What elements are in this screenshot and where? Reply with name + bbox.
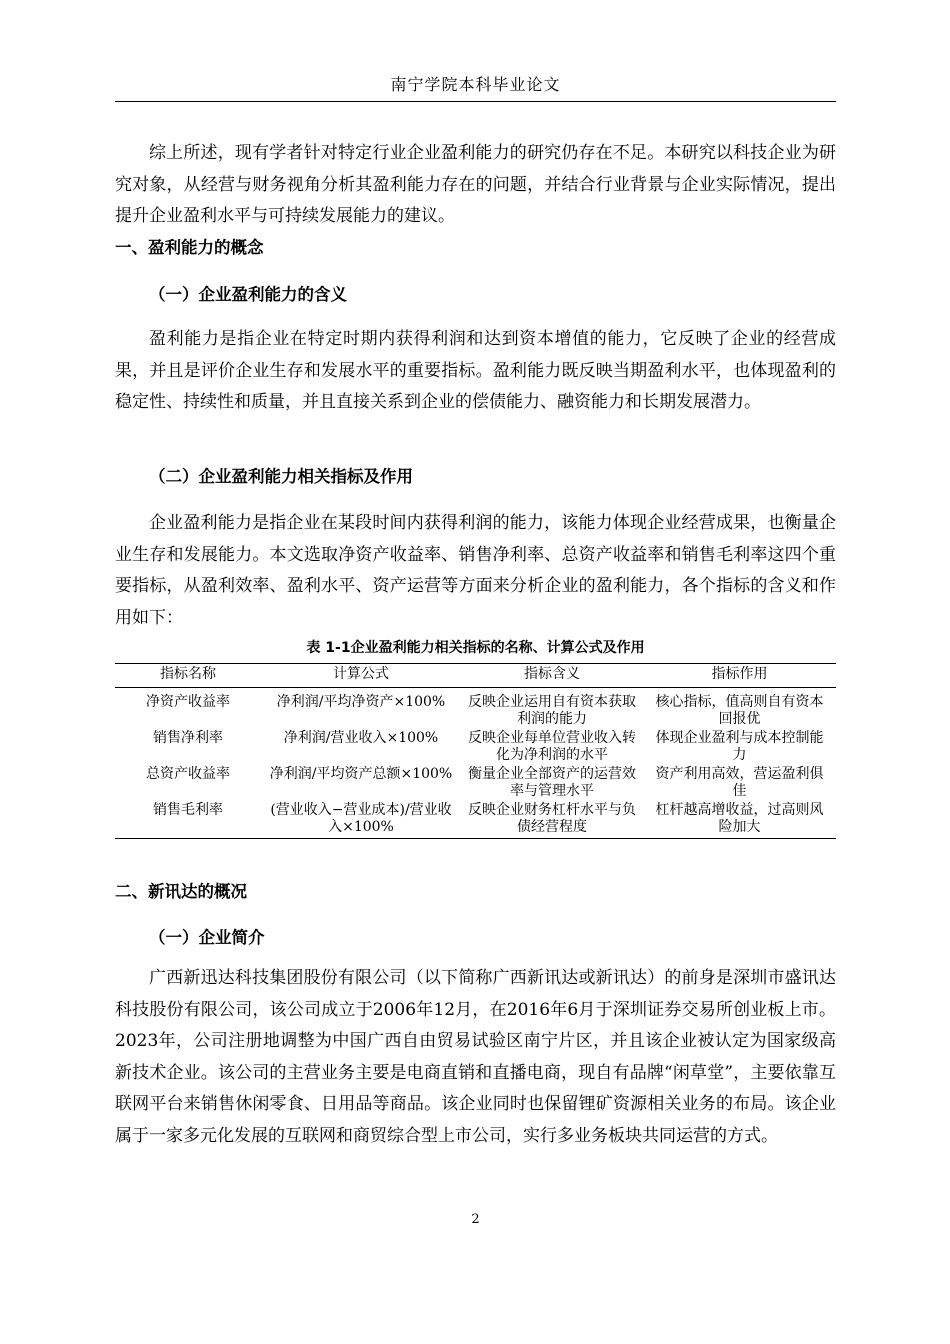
heading-subsection-1-2: （二）企业盈利能力相关指标及作用 <box>149 467 413 486</box>
heading-subsection-1-1: （一）企业盈利能力的含义 <box>149 285 347 304</box>
cell-indicator-name: 销售毛利率 <box>115 800 261 839</box>
table-row <box>115 764 836 800</box>
cell-meaning: 反映企业运用自有资本获取利润的能力 <box>468 694 636 727</box>
cell-indicator-name: 净资产收益率 <box>146 694 230 710</box>
page-number: 2 <box>471 1212 480 1227</box>
cell-role: 核心指标，值高则自有资本回报优 <box>655 694 824 727</box>
cell-role: 杠杆越高增收益，过高则风险加大 <box>643 800 836 839</box>
column-header: 计算公式 <box>261 664 461 688</box>
cell-role: 体现企业盈利与成本控制能力 <box>655 730 824 763</box>
table-caption: 表 1-1企业盈利能力相关指标的名称、计算公式及作用 <box>306 640 645 656</box>
table-row <box>115 688 836 729</box>
paragraph-company-profile: 广西新迅达科技集团股份有限公司（以下简称广西新讯达或新讯达）的前身是深圳市盛讯达科技股份有限公司，该公司成立于2006年12月，在2016年6月于深圳证券交易所创业板上市。2023年，公司注册地调整为中国广西自由贸易试验区南宁片区，并且该企业被认定为国家级高新技术企业。该公司的主营业务主要是电商直销和直播电商，现自有品牌“闲草堂”，主要依靠互联网平台来销售休闲零食、日用品等商品。该企业同时也保留锂矿资源相关业务的布局。该企业属于一家多元化发展的互联网和商贸综合型上市公司，实行多业务板块共同运营的方式。 <box>115 968 836 1146</box>
cell-meaning: 反映企业每单位营业收入转化为净利润的水平 <box>468 730 636 763</box>
page-header-title: 南宁学院本科毕业论文 <box>390 75 561 94</box>
cell-role: 资产利用高效，营运盈利俱佳 <box>655 766 824 799</box>
heading-section-2: 二、新讯达的概况 <box>115 882 247 901</box>
cell-indicator-name: 销售净利率 <box>153 730 223 746</box>
table-row <box>115 728 836 764</box>
table-row <box>115 800 836 839</box>
cell-formula: (营业收入−营业成本)/营业收入×100% <box>261 800 461 839</box>
cell-meaning: 衡量企业全部资产的运营效率与管理水平 <box>468 766 636 799</box>
indicator-table <box>115 663 836 839</box>
cell-formula: 净利润/平均净资产×100% <box>276 694 446 710</box>
header-rule <box>115 101 836 102</box>
column-header: 指标名称 <box>115 664 261 688</box>
paragraph-indicators-intro: 企业盈利能力是指企业在某段时间内获得利润的能力，该能力体现企业经营成果，也衡量企业生存和发展能力。本文选取净资产收益率、销售净利率、总资产收益率和销售毛利率这四个重要指标，从盈利效率、盈利水平、资产运营等方面来分析企业的盈利能力，各个指标的含义和作用如下： <box>115 513 836 628</box>
cell-meaning: 反映企业财务杠杆水平与负债经营程度 <box>461 800 643 839</box>
cell-indicator-name: 总资产收益率 <box>146 766 230 782</box>
heading-section-1: 一、盈利能力的概念 <box>115 238 264 257</box>
paragraph-summary: 综上所述，现有学者针对特定行业企业盈利能力的研究仍存在不足。本研究以科技企业为研究对象，从经营与财务视角分析其盈利能力存在的问题，并结合行业背景与企业实际情况，提出提升企业盈利水平与可持续发展能力的建议。 <box>115 143 836 226</box>
table-header-row <box>115 664 836 688</box>
column-header: 指标作用 <box>643 664 836 688</box>
cell-formula: 净利润/平均资产总额×100% <box>269 766 453 782</box>
paragraph-profitability-definition: 盈利能力是指企业在特定时期内获得利润和达到资本增值的能力，它反映了企业的经营成果，并且是评价企业生存和发展水平的重要指标。盈利能力既反映当期盈利水平，也体现盈利的稳定性、持续性和质量，并且直接关系到企业的偿债能力、融资能力和长期发展潜力。 <box>115 329 836 412</box>
cell-formula: 净利润/营业收入×100% <box>283 730 439 746</box>
column-header: 指标含义 <box>461 664 643 688</box>
heading-subsection-2-1: （一）企业简介 <box>149 928 265 947</box>
